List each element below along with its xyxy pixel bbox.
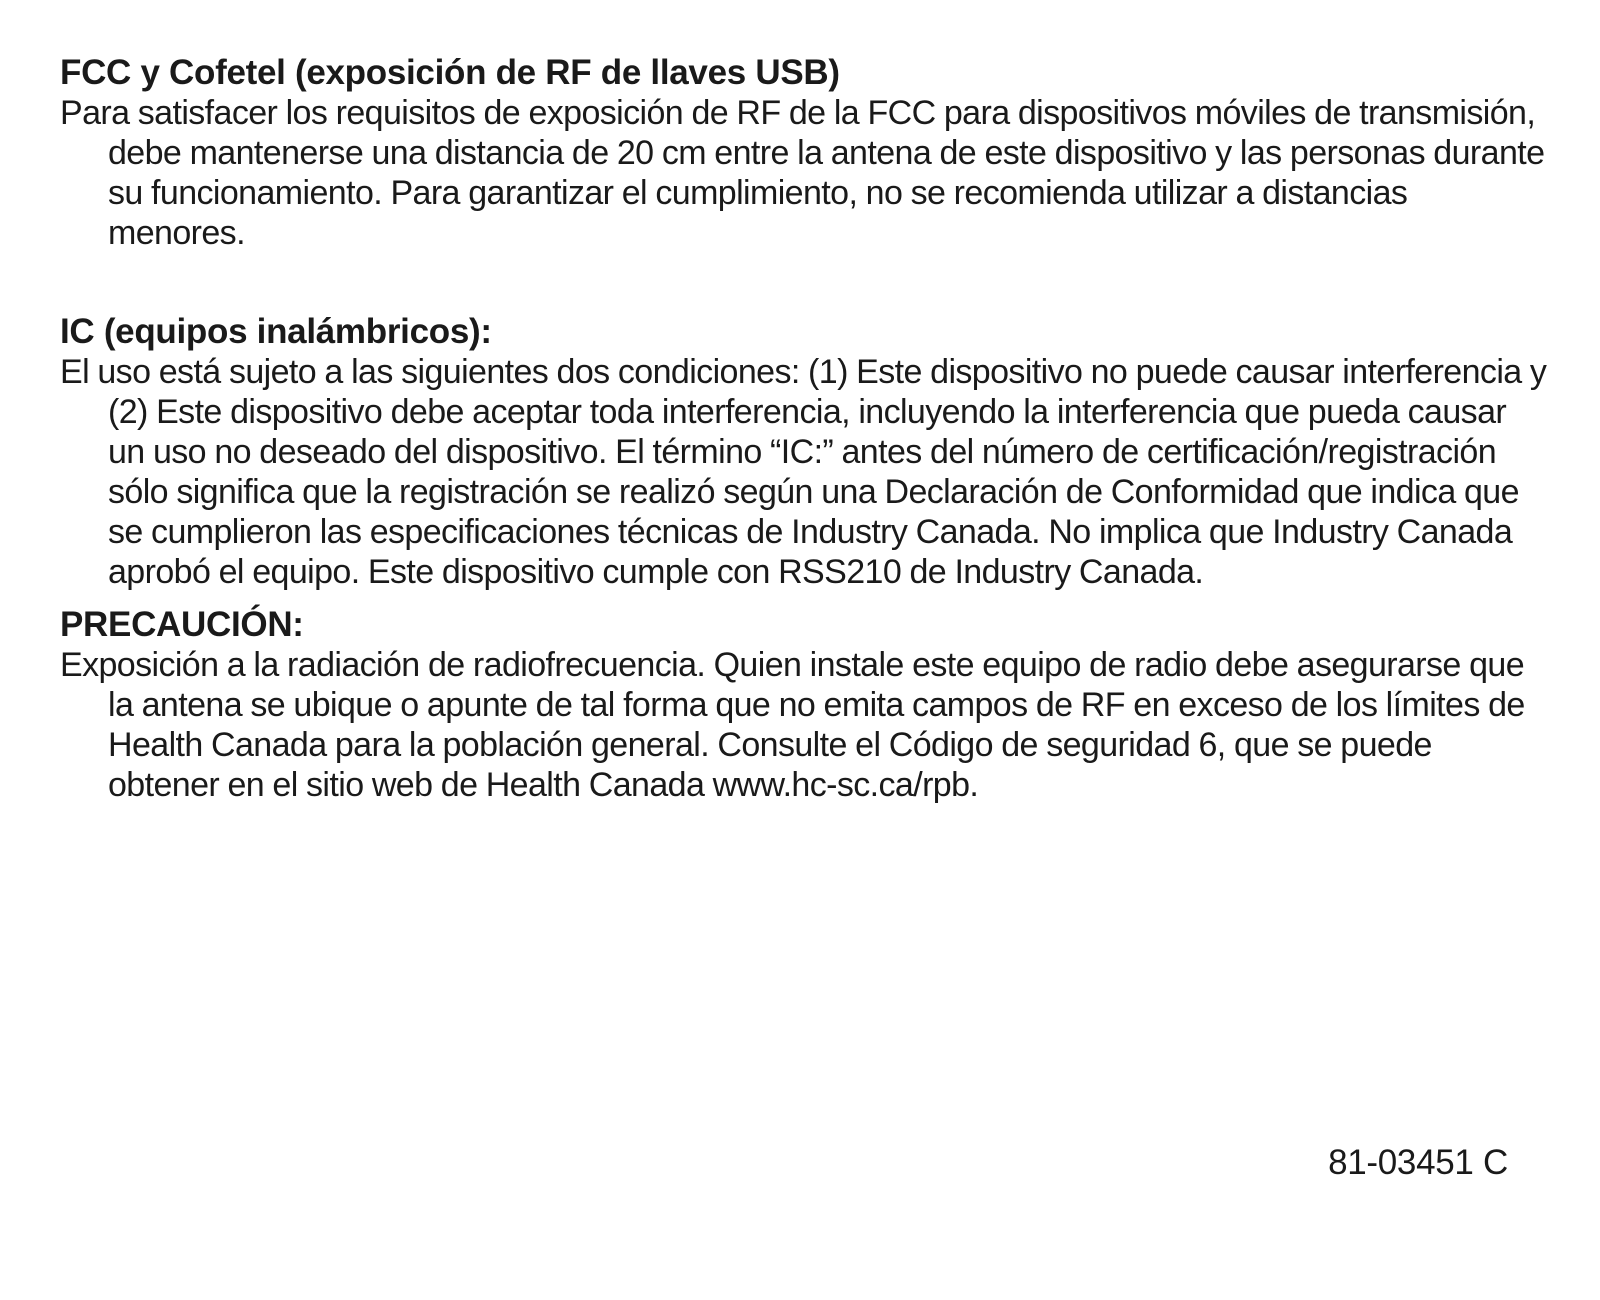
section-body-fcc: Para satisfacer los requisitos de exposición de RF de la FCC para dispositivos móviles de transmisión, debe mantenerse una distancia de 20 cm entre la antena de este dispositivo y las personas durante su funcionamiento. Para garantizar el cumplimiento, no se recomienda utilizar a distancias menores.: [60, 94, 1545, 252]
section-body-ic: El uso está sujeto a las siguientes dos condiciones: (1) Este dispositivo no puede causar interferencia y (2) Este dispositivo debe aceptar toda interferencia, incluyendo la interferencia que pueda causar un uso no deseado del dispositivo. El término “IC:” antes del número de certificación/registración sólo significa que la registración se realizó según una Declaración de Conformidad que indica que se cumplieron las especificaciones técnicas de Industry Canada. No implica que Industry Canada aprobó el equipo. Este dispositivo cumple con RSS210 de Industry Canada.: [60, 353, 1547, 591]
section-fcc-rf-exposure: [60, 52, 1550, 253]
document-code: 81-03451 C: [1328, 1143, 1508, 1182]
section-title-ic: IC (equipos inalámbricos):: [60, 312, 492, 351]
document-page: [60, 52, 1550, 805]
section-title-fcc: FCC y Cofetel (exposición de RF de llaves USB): [60, 53, 840, 92]
section-ic-wireless: [60, 311, 1550, 592]
section-body-caution: Exposición a la radiación de radiofrecuencia. Quien instale este equipo de radio debe asegurarse que la antena se ubique o apunte de tal forma que no emita campos de RF en exceso de los límites de Health Canada para la población general. Consulte el Código de seguridad 6, que se puede obtener en el sitio web de Health Canada www.hc-sc.ca/rpb.: [60, 646, 1525, 804]
section-title-caution: PRECAUCIÓN:: [60, 605, 304, 644]
section-caution: [60, 604, 1550, 805]
